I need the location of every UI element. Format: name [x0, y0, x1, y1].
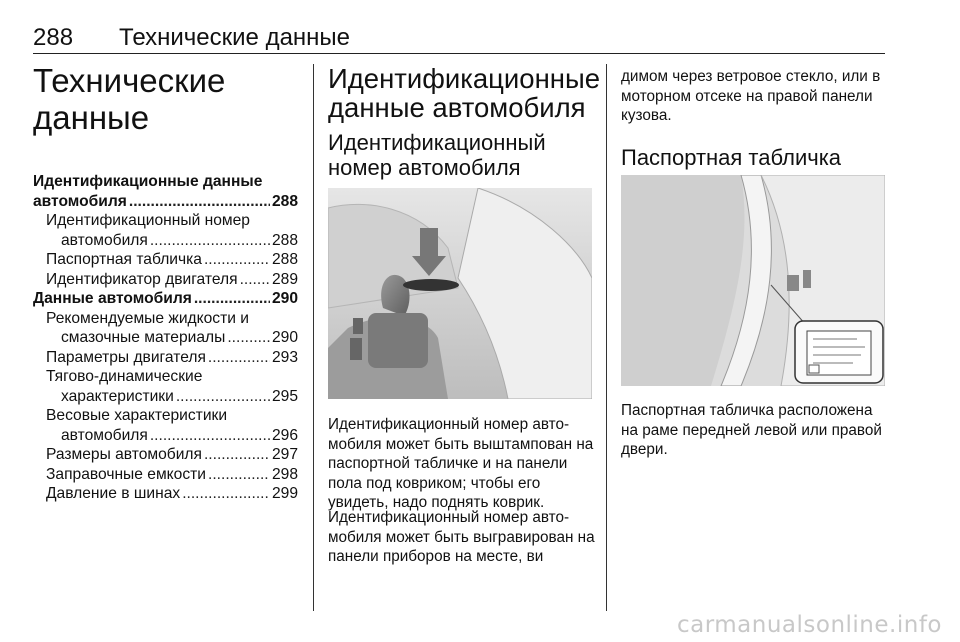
page-number: 288: [33, 24, 74, 51]
column-divider: [606, 64, 607, 611]
toc-entry[interactable]: [33, 367, 298, 406]
toc-entry[interactable]: [33, 445, 298, 465]
toc-entry[interactable]: [33, 250, 298, 270]
toc-page-number: 289: [271, 270, 298, 288]
toc-page-number: 297: [271, 446, 298, 463]
toc-page-number: 299: [271, 485, 298, 502]
subsection-title-vin: Идентификационный номер автомобиля: [328, 130, 546, 180]
header-rule: [33, 53, 885, 54]
toc-entry-text: Идентификационные данные: [33, 173, 263, 190]
toc-leader-dots: [208, 465, 270, 485]
toc-leader-dots: [176, 387, 270, 407]
vin-paragraph-1: Идентификационный номер автомобиля может быть выштампован на паспортной табличке и на панели пола под ковриком; чтобы его увидеть, надо поднять коврик.: [328, 416, 594, 511]
table-of-contents: [33, 172, 298, 504]
toc-leader-dots: [227, 328, 270, 348]
toc-page-number: 288: [271, 192, 298, 210]
toc-entry-text: Данные автомобиля: [33, 290, 192, 307]
toc-leader-dots: [204, 445, 270, 465]
section-title: Идентификационные данные автомобиля: [328, 63, 601, 123]
toc-entry-text: Тягово-динамические: [46, 368, 203, 385]
toc-entry[interactable]: [33, 309, 298, 348]
vin-floor-illustration: [328, 188, 592, 399]
toc-entry[interactable]: [33, 465, 298, 485]
toc-entry-text: Давление в шинах: [46, 485, 181, 502]
toc-entry[interactable]: [33, 406, 298, 445]
toc-entry-text: автомобиля: [33, 192, 127, 210]
toc-entry[interactable]: [33, 211, 298, 250]
plate-paragraph: Паспортная табличка расположена на раме передней левой или правой двери.: [621, 402, 882, 458]
toc-page-number: 290: [271, 290, 298, 307]
toc-entry-text: автомобиля: [61, 231, 148, 249]
toc-page-number: 295: [271, 387, 298, 405]
toc-leader-dots: [240, 270, 270, 290]
toc-entry-text: Размеры автомобиля: [46, 446, 202, 463]
toc-leader-dots: [194, 289, 270, 309]
toc-page-number: 288: [271, 231, 298, 249]
toc-leader-dots: [208, 348, 270, 368]
watermark: carmanualsonline.info: [676, 612, 942, 638]
toc-entry[interactable]: [33, 348, 298, 368]
toc-leader-dots: [182, 484, 270, 504]
toc-entry-text: Идентификационный номер: [46, 212, 250, 229]
toc-entry-text: Весовые характеристики: [46, 407, 228, 424]
toc-entry-text: Паспортная табличка: [46, 251, 202, 268]
toc-entry-text: характеристики: [61, 387, 174, 405]
subsection-title-plate: Паспортная табличка: [621, 145, 842, 170]
toc-entry-text: смазочные материалы: [61, 329, 226, 346]
toc-page-number: 288: [271, 251, 298, 268]
toc-entry[interactable]: [33, 270, 298, 290]
running-header: Технические данные: [119, 24, 351, 51]
toc-entry-text: Идентификатор двигателя: [46, 270, 238, 288]
plate-door-illustration: [621, 175, 885, 386]
toc-entry-text: Заправочные емкости: [46, 465, 206, 483]
toc-entry-text: Параметры двигателя: [46, 348, 206, 366]
toc-page-number: 296: [271, 426, 298, 444]
toc-leader-dots: [150, 426, 270, 446]
toc-page-number: 298: [271, 465, 298, 483]
column-divider: [313, 64, 314, 611]
toc-page-number: 293: [271, 348, 298, 366]
vin-paragraph-continued: димом через ветровое стекло, или в моторном отсеке на правой панели кузова.: [621, 68, 881, 124]
toc-leader-dots: [204, 250, 270, 270]
toc-leader-dots: [129, 192, 270, 212]
toc-page-number: 290: [271, 329, 298, 346]
toc-entry[interactable]: [33, 484, 298, 504]
chapter-title: Технические данные: [33, 62, 226, 136]
toc-entry[interactable]: [33, 289, 298, 309]
toc-entry[interactable]: [33, 172, 298, 211]
toc-entry-text: Рекомендуемые жидкости и: [46, 309, 249, 327]
toc-entry-text: автомобиля: [61, 426, 148, 444]
vin-paragraph-2: Идентификационный номер автомобиля может быть выгравирован на панели приборов на месте, ви: [328, 509, 595, 565]
toc-leader-dots: [150, 231, 270, 251]
